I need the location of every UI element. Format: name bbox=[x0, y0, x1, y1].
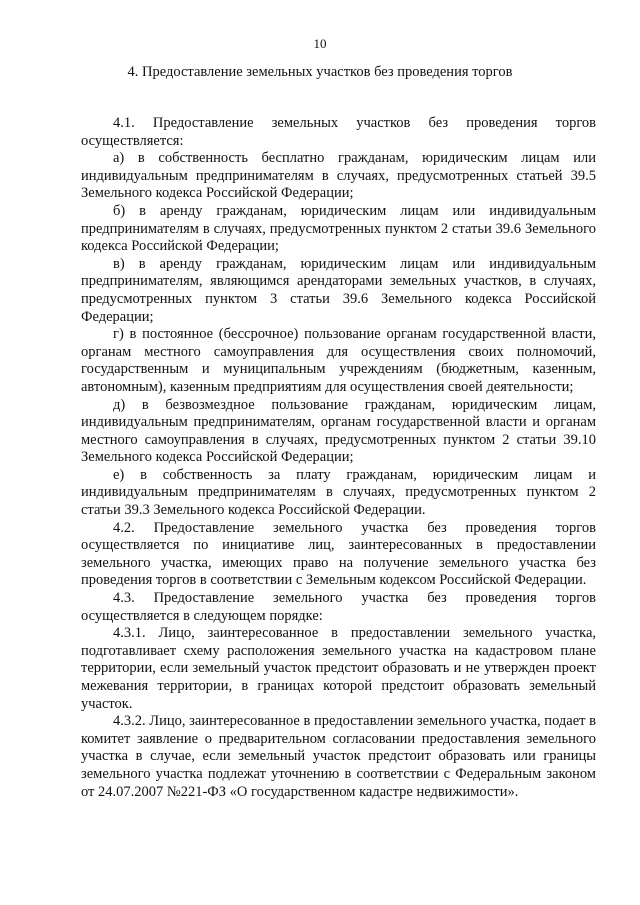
section-title: 4. Предоставление земельных участков без проведения торгов bbox=[127, 64, 513, 80]
paragraph-4-2: 4.2. Предоставление земельного участка без проведения торгов осуществляется по инициативе лиц, заинтересованных в предоставлении земельного участка, имеющих право на получение земельного участка без проведения торгов в соответствии с Земельным кодексом Российской Федерации. bbox=[81, 519, 596, 589]
document-body bbox=[81, 115, 596, 801]
list-item-a: а) в собственность бесплатно гражданам, юридическим лицам или индивидуальным предпринимателям в случаях, предусмотренных статьей 39.5 Земельного кодекса Российской Федерации; bbox=[81, 150, 596, 202]
list-item-b: б) в аренду гражданам, юридическим лицам или индивидуальным предпринимателям в случаях, предусмотренных пунктом 2 статьи 39.6 Земельного кодекса Российской Федерации; bbox=[81, 202, 596, 255]
list-item-g: г) в постоянное (бессрочное) пользование органам государственной власти, органам местного самоуправления для осуществления своих полномочий, государственным и муниципальным учреждениям (бюджетным, казенным, автономным), казенным предприятиям для осуществления своей деятельности; bbox=[81, 326, 596, 395]
paragraph-4-3: 4.3. Предоставление земельного участка без проведения торгов осуществляется в следующем порядке: bbox=[81, 590, 596, 624]
paragraph-4-3-2: 4.3.2. Лицо, заинтересованное в предоставлении земельного участка, подает в комитет заявление о предварительном согласовании предоставления земельного участка в случае, если земельный участок предстоит образовать или границы земельного участка подлежат уточнению в соответствии с Федеральным законом от 24.07.2007 №221-ФЗ «О государственном кадастре недвижимости». bbox=[81, 713, 596, 800]
list-item-d: д) в безвозмездное пользование гражданам, юридическим лицам, индивидуальным предпринимателям, органам государственной власти и органам местного самоуправления в случаях, предусмотренных пунктом 2 статьи 39.10 Земельного кодекса Российской Федерации; bbox=[81, 396, 596, 466]
list-item-e: е) в собственность за плату гражданам, юридическим лицам и индивидуальным предпринимателям в случаях, предусмотренных пунктом 2 статьи 39.3 Земельного кодекса Российской Федерации. bbox=[81, 466, 596, 519]
list-item-v: в) в аренду гражданам, юридическим лицам или индивидуальным предпринимателям, являющимся арендаторами земельных участков, в случаях, предусмотренных пунктом 3 статьи 39.6 Земельного кодекса Российской Федерации; bbox=[81, 255, 596, 325]
page-number: 10 bbox=[313, 36, 327, 51]
paragraph-4-1: 4.1. Предоставление земельных участков без проведения торгов осуществляется: bbox=[81, 115, 596, 149]
paragraph-4-3-1: 4.3.1. Лицо, заинтересованное в предоставлении земельного участка, подготавливает схему расположения земельного участка на кадастровом плане территории, если земельный участок предстоит образовать и не утвержден проект межевания территории, в границах которой предстоит образовать земельный участок. bbox=[81, 625, 596, 712]
